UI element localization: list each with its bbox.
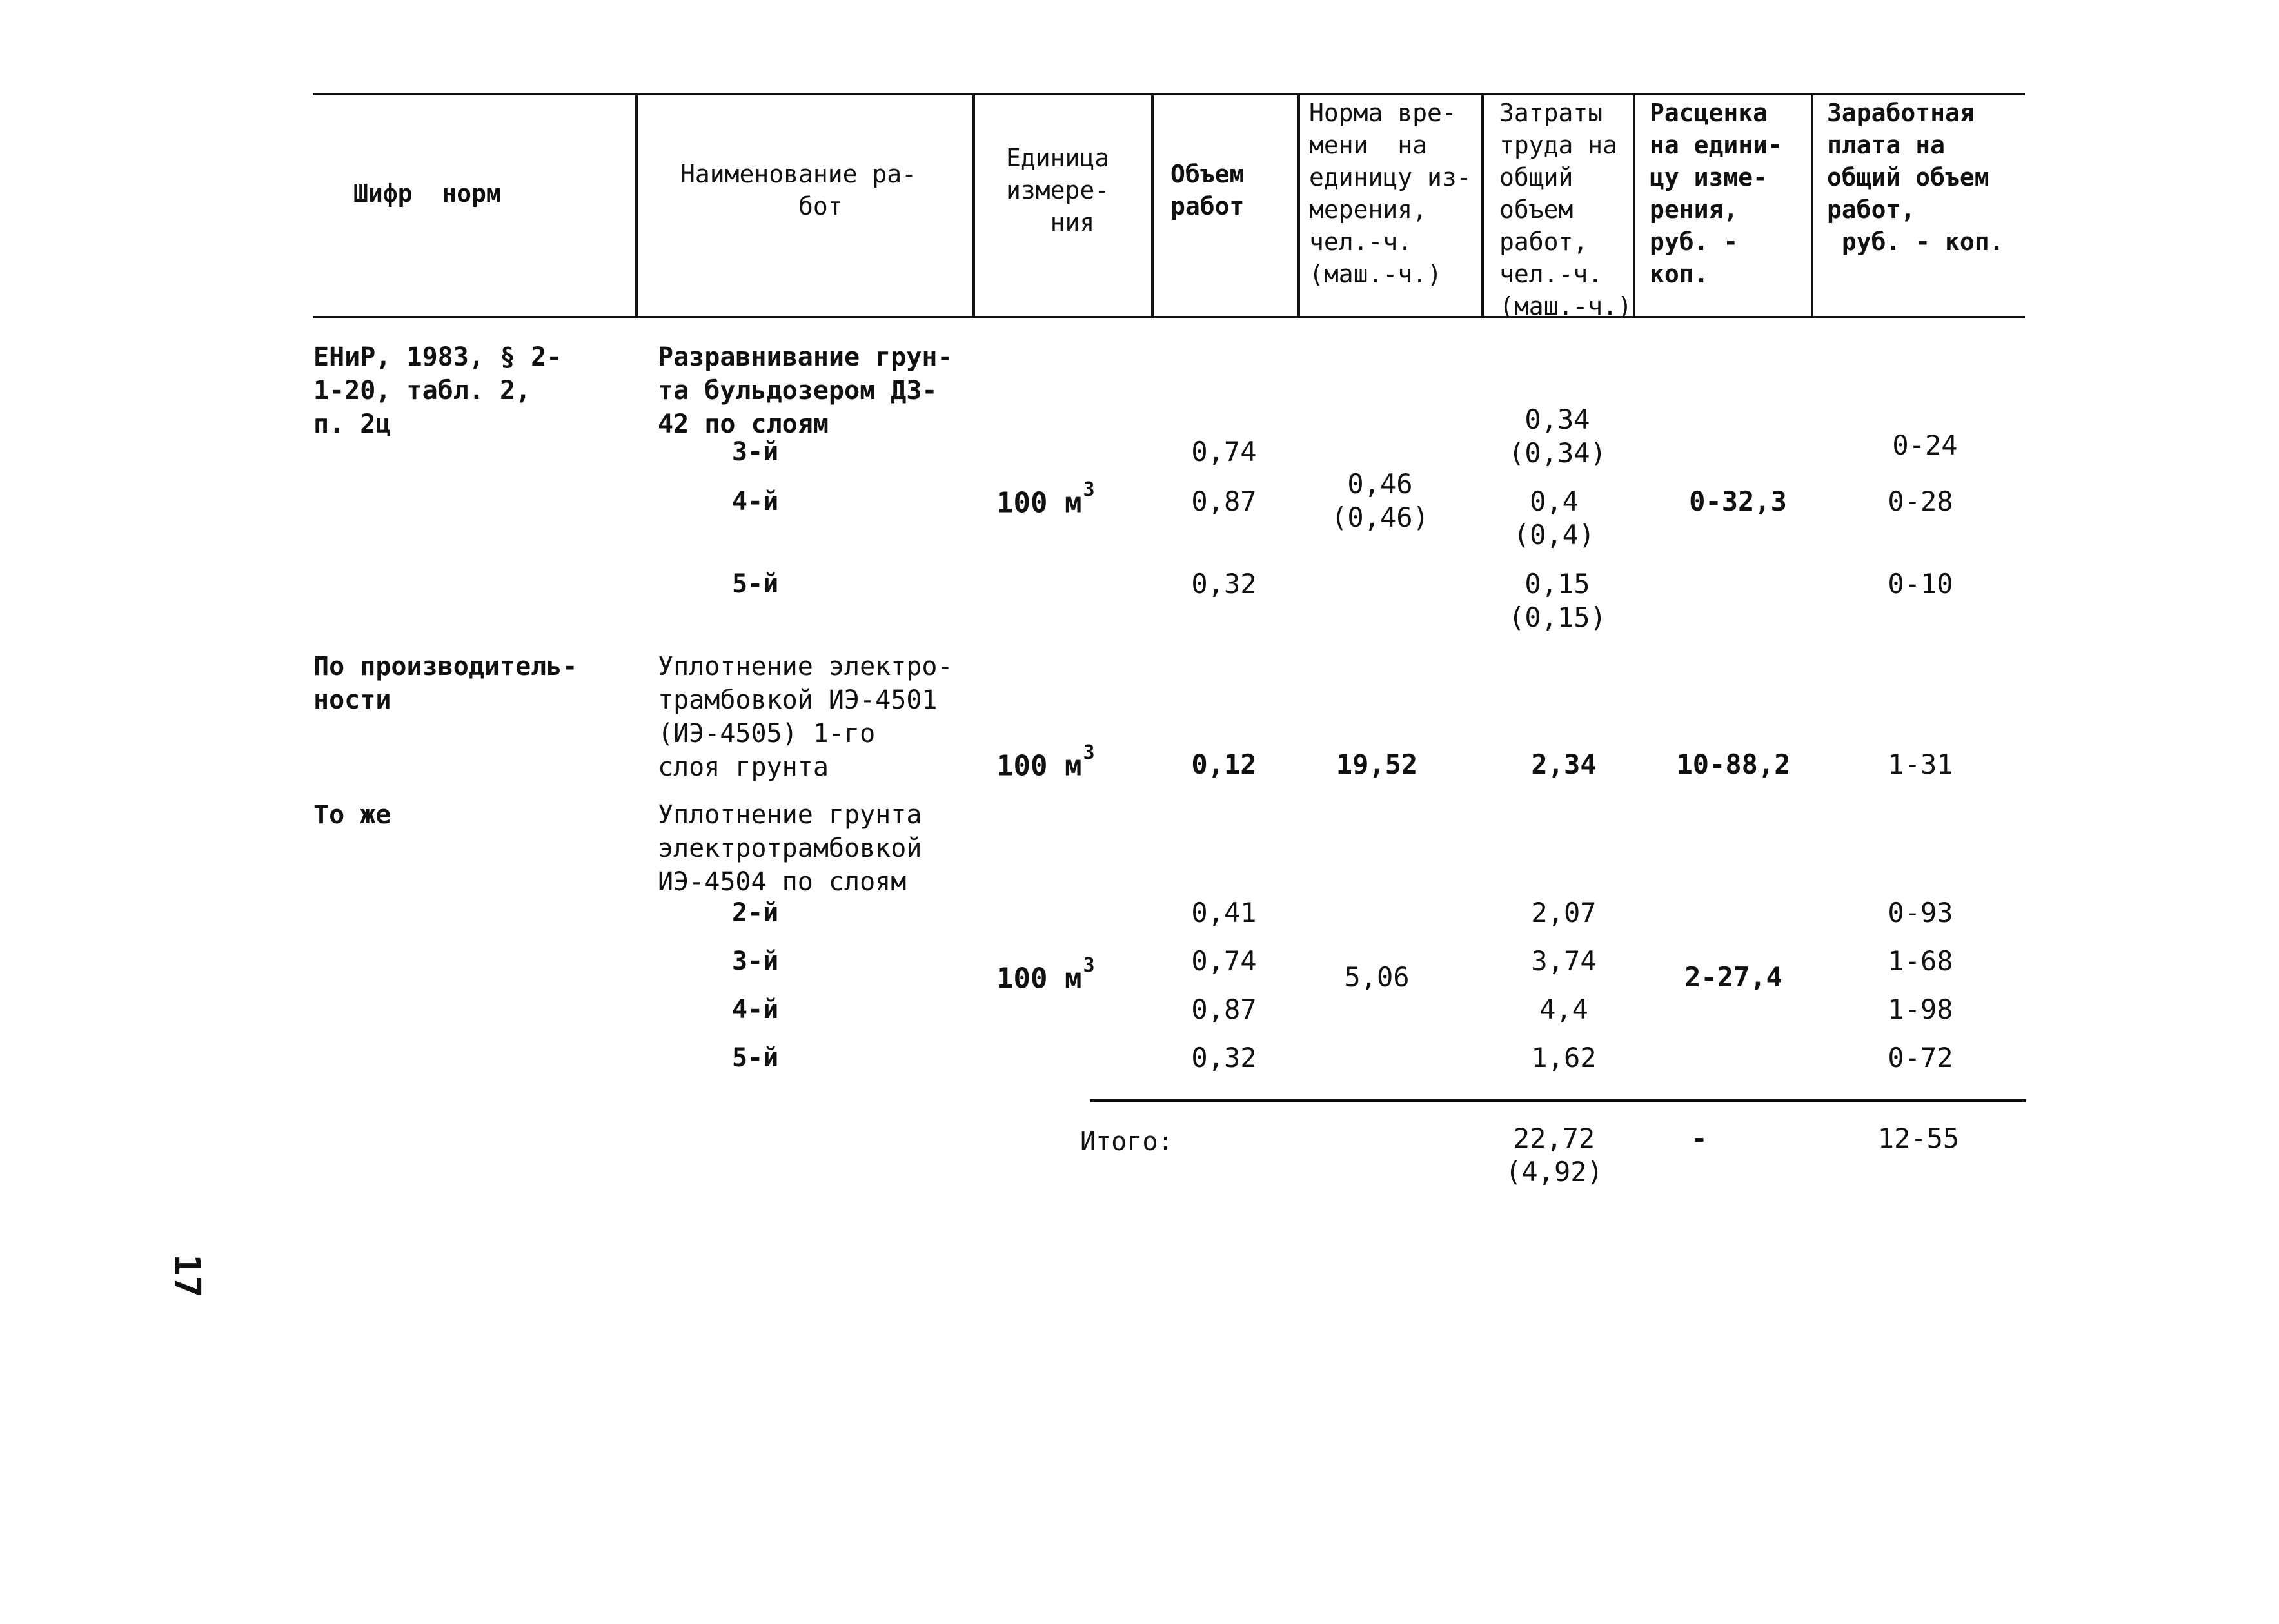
- group-1-unit-text: 100 м: [996, 486, 1082, 520]
- group-2-wage: 1-31: [1888, 748, 1953, 780]
- group-3-code: То же: [313, 800, 391, 830]
- table-row-volume: 0,32: [1191, 568, 1257, 600]
- table-row-labor: 3,74: [1531, 945, 1597, 977]
- group-2-code: По производитель- ности: [313, 652, 578, 715]
- table-row-volume: 0,41: [1191, 897, 1257, 928]
- page-number: 17: [166, 1254, 208, 1298]
- group-1-name: Разравнивание грун- та бульдозером ДЗ- 42 по слоям: [658, 342, 953, 439]
- header-divider: [635, 93, 638, 318]
- table-row-wage: 0-28: [1888, 485, 1953, 517]
- header-name: Наименование ра- бот: [680, 160, 917, 220]
- header-divider: [1633, 93, 1635, 318]
- table-row-layer: 5-й: [732, 1043, 779, 1073]
- table-row-volume: 0,74: [1191, 436, 1257, 467]
- table-row-wage: 0-10: [1888, 568, 1953, 600]
- group-2-unit-sup: 3: [1083, 741, 1095, 764]
- group-1-code: ЕНиР, 1983, § 2- 1-20, табл. 2, п. 2ц: [313, 342, 562, 439]
- table-row-volume: 0,87: [1191, 993, 1257, 1025]
- table-row-wage: 1-68: [1888, 945, 1953, 977]
- table-row-layer: 3-й: [732, 946, 779, 976]
- table-row-wage: 1-98: [1888, 993, 1953, 1025]
- group-2-name: Уплотнение электро- трамбовкой ИЭ-4501 (ИЭ-4505) 1-го слоя грунта: [658, 652, 953, 782]
- table-row-labor: 0,34 (0,34): [1508, 404, 1606, 469]
- table-row-labor: 2,07: [1531, 897, 1597, 928]
- header-divider: [1811, 93, 1813, 318]
- table-row-labor: 4,4: [1539, 993, 1588, 1025]
- group-2-rate: 10-88,2: [1676, 748, 1791, 780]
- group-3-norm: 5,06: [1344, 961, 1410, 993]
- group-2-unit-text: 100 м: [996, 749, 1082, 783]
- header-code: Шифр норм: [353, 179, 501, 208]
- total-rate: -: [1691, 1122, 1708, 1154]
- table-row-layer: 4-й: [732, 995, 779, 1024]
- group-2-labor: 2,34: [1531, 748, 1597, 780]
- total-label: Итого:: [1080, 1127, 1174, 1157]
- group-2-norm: 19,52: [1336, 748, 1418, 780]
- group-2-volume: 0,12: [1191, 748, 1257, 780]
- table-row-wage: 0-72: [1888, 1042, 1953, 1073]
- header-unit: Единица измере- ния: [1006, 144, 1110, 237]
- table-row-layer: 5-й: [732, 569, 779, 599]
- header-labor: Затраты труда на общий объем работ, чел.-ч. (маш.-ч.): [1499, 99, 1632, 320]
- table-row-layer: 4-й: [732, 487, 779, 516]
- table-row-volume: 0,74: [1191, 945, 1257, 977]
- header-bottom-rule: [313, 316, 2025, 318]
- header-divider: [972, 93, 975, 318]
- group-3-rate: 2-27,4: [1684, 961, 1782, 993]
- table-row-labor: 0,4 (0,4): [1513, 485, 1595, 551]
- header-volume: Объем работ: [1170, 160, 1245, 220]
- group-3-unit: [996, 954, 1095, 995]
- group-3-unit-sup: 3: [1083, 954, 1095, 977]
- table-row-labor: 1,62: [1531, 1042, 1597, 1073]
- header-divider: [1481, 93, 1484, 318]
- group-1-unit-sup: 3: [1083, 478, 1095, 501]
- total-wage: 12-55: [1877, 1122, 1960, 1154]
- group-1-norm: 0,46 (0,46): [1331, 468, 1429, 533]
- table-row-layer: 2-й: [732, 898, 779, 928]
- group-2-unit: [996, 741, 1095, 783]
- group-3-unit-text: 100 м: [996, 962, 1082, 995]
- group-1-unit: [996, 478, 1095, 520]
- table-row-volume: 0,32: [1191, 1042, 1257, 1073]
- header-rate: Расценка на едини- цу изме- рения, руб. - коп.: [1650, 99, 1782, 288]
- table-top-rule: [313, 93, 2025, 95]
- table-row-volume: 0,87: [1191, 485, 1257, 517]
- group-1-rate: 0-32,3: [1689, 485, 1787, 517]
- header-divider: [1297, 93, 1300, 318]
- table-row-wage: 0-93: [1888, 897, 1953, 928]
- header-norm: Норма вре- мени на единицу из- мерения, чел.-ч. (маш.-ч.): [1309, 99, 1472, 288]
- group-3-name: Уплотнение грунта электротрамбовкой ИЭ-4504 по слоям: [658, 800, 922, 897]
- total-rule: [1090, 1099, 2026, 1102]
- table-row-wage: 0-24: [1892, 429, 1958, 461]
- table-row-layer: 3-й: [732, 437, 779, 467]
- table-row-labor: 0,15 (0,15): [1508, 568, 1606, 633]
- header-wage: Заработная плата на общий объем работ, руб. - коп.: [1827, 99, 2004, 256]
- total-labor: 22,72 (4,92): [1505, 1122, 1603, 1188]
- header-divider: [1151, 93, 1154, 318]
